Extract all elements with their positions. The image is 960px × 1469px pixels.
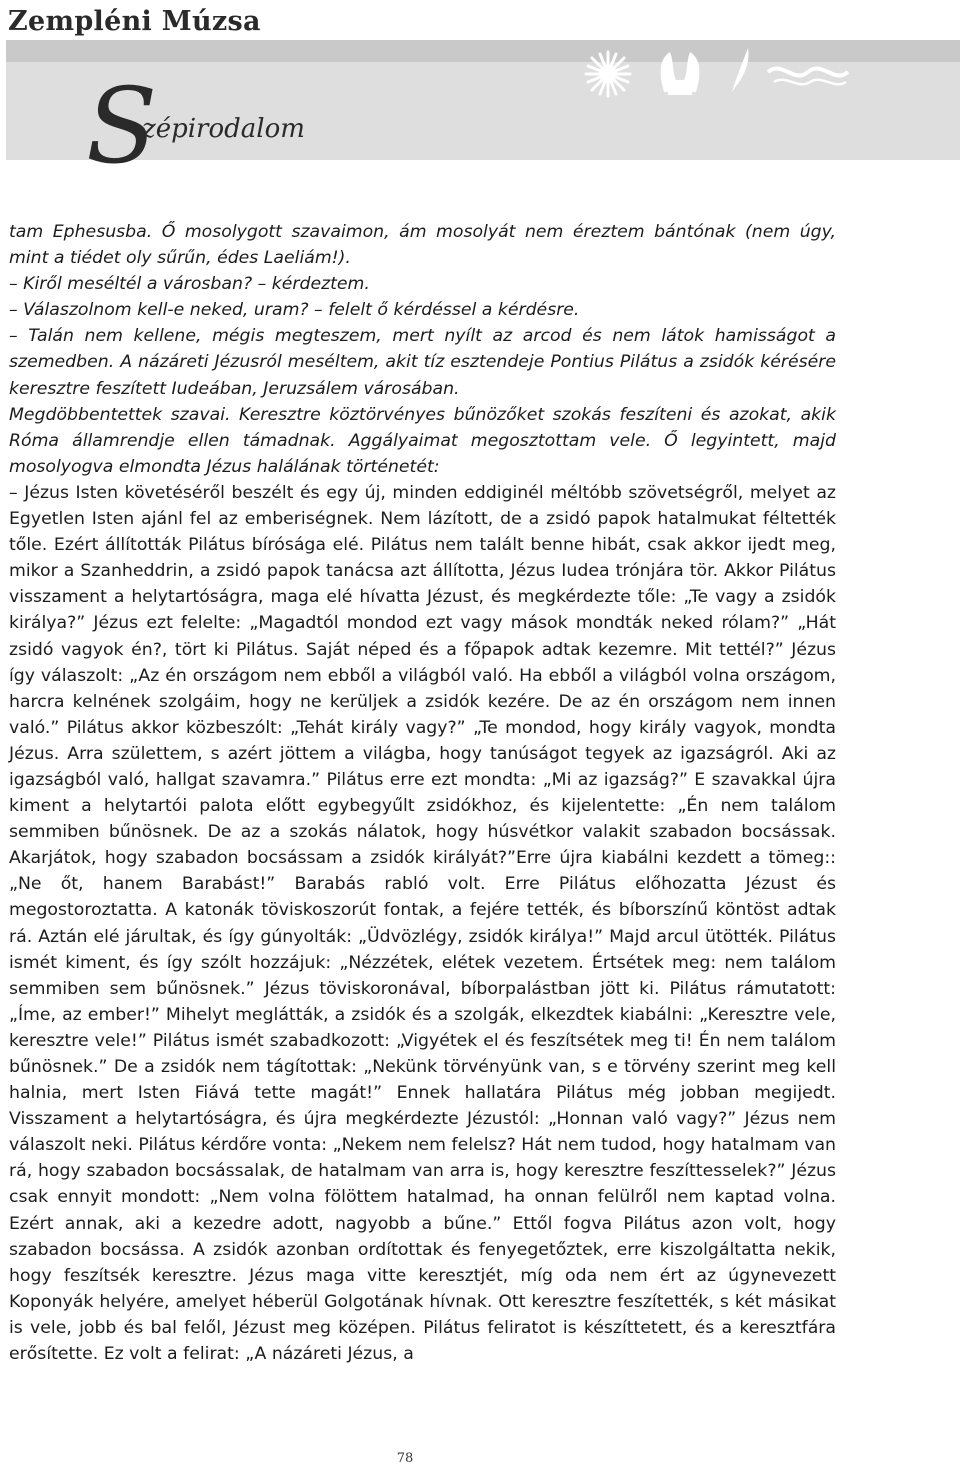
text-segment: – Talán nem kellene, mégis megteszem, mert nyílt az arcod és nem látok hamisságot a szemedben. A názáreti Jézusról meséltem, akit tíz esztendeje Pontius Pilátus a zsidók kérésére keresztre feszített Iudeában, Jeruzsálem városában. xyxy=(9,326,836,399)
paragraph xyxy=(9,297,836,323)
sunburst-icon xyxy=(586,52,630,96)
paragraph xyxy=(9,219,836,271)
text-segment: Megdöbbentettek szavai. Keresztre köztörvényes bűnözőket szokás feszíteni és azokat, akik Róma államrendje ellen támadnak. Aggályaimat megosztottam vele. Ő legyintett, majd mosolyogva elmondta Jézus halálának történetét: xyxy=(9,404,836,477)
quill-icon xyxy=(732,48,749,92)
wave-flourish-icon xyxy=(768,69,848,85)
magazine-title: Zempléni Múzsa xyxy=(8,6,261,37)
decorative-ornaments xyxy=(568,40,948,100)
paragraph xyxy=(9,323,836,401)
text-segment: – Válaszolnom kell-e neked, uram? – felelt ő kérdéssel a kérdésre. xyxy=(9,300,580,321)
paragraph xyxy=(9,271,836,297)
text-segment: tam Ephesusba. Ő mosolygott szavaimon, ám mosolyát nem éreztem bántónak (nem úgy, mint a tiédet oly sűrűn, édes Laeliám!). xyxy=(9,222,836,269)
section-initial: S xyxy=(86,65,158,187)
masthead xyxy=(0,0,960,40)
text-segment: – Jézus Isten követéséről beszélt és egy új, minden eddiginél méltóbb szövetségről, melyet az Egyetlen Isten ajánl fel az emberiségnek. Nem lázított, de a zsidó papok hatalmukat féltették tőle. Ezért állították Pilátus bírósága elé. Pilátus nem talált benne hibát, csak akkor ijedt meg, mikor a Szanheddrin, a zsidó papok tanácsa azt állította, Jézus Iudea trónjára tör. Akkor Pilátus visszament a helytartóságra, maga elé hívatta Jézust, és megkérdezte tőle: „Te vagy a zsidók királya?” Jézus ezt felelte: „Magadtól mondod ezt vagy mások mondták neked rólam?” „Hát zsidó vagyok én?, tört ki Pilátus. Saját néped és a főpapok adtak kezemre. Mit tettél?” Jézus így válaszolt: „Az én országom nem ebből a világból való. Ha ebből a világból volna országom, harcra kelnének szolgáim, hogy ne kerüljek a zsidók kezére. De az én országom nem innen való.” Pilátus akkor közbeszólt: „Tehát király vagy?” „Te mondod, hogy király vagyok, mondta Jézus. Arra születtem, s azért jöttem a világba, hogy tanúságot tegyek az igazságról. Aki az igazságból való, hallgat szavamra.” Pilátus erre ezt mondta: „Mi az igazság?” E szavakkal újra kiment a helytartói palota előtt egybegyűlt zsidókhoz, és kijelentette: „Én nem találom semmiben bűnösnek. De az a szokás nálatok, hogy húsvétkor valakit szabadon bocsássak. Akarjátok, hogy szabadon bocsássam a zsidók királyát?”Erre újra kiabálni kezdett a tömeg:: „Ne őt, hanem Barabást!” Barabás rabló volt. Erre Pilátus előhozatta Jézust és megostoroztatta. A katonák töviskoszorút fontak, a fejére tették, és bíborszínű köntöst adtak rá. Aztán elé járultak, és így gúnyolták: „Üdvözlégy, zsidók királya!” Majd arcul ütötték. Pilátus ismét kiment, és így szólt hozzájuk: „Nézzétek, elétek vezetem. Értsétek meg: nem találom semmiben sem bűnösnek.” Jézus töviskoronával, bíborpalástban jött ki. Pilátus rámutatott: „Íme, az ember!” Mihelyt meglátták, a zsidók és a szolgák, elkezdtek kiabálni: „Keresztre vele, keresztre vele!” Pilátus ismét szabadkozott: „Vigyétek el és feszítsétek meg ti! Én nem találom bűnösnek.” De a zsidók nem tágítottak: „Nekünk törvényünk van, s e törvény szerint meg kell halnia, mert Isten Fiává tette magát!” Ennek hallatára Pilátus még jobban megijedt. Visszament a helytartóságra, és újra megkérdezte Jézustól: „Honnan való vagy?” Jézus nem válaszolt neki. Pilátus kérdőre vonta: „Nekem nem felelsz? Hát nem tudod, hogy hatalmam van rá, hogy szabadon bocsássalak, de hatalmam van arra is, hogy keresztre feszíttesselek?” Jézus csak ennyit mondott: „Nem volna fölöttem hatalmad, ha onnan felülről nem kaptad volna. Ezért annak, aki a kezedre adott, nagyobb a bűne.” Ettől fogva Pilátus azon volt, hogy szabadon bocsássa. A zsidók azonban ordítottak és fenyegetőztek, erre kiszolgáltatta nekik, hogy feszítsék keresztre. Jézus maga vitte keresztjét, míg oda nem ért az úgynevezett Koponyák helyére, amelyet héberül Golgotának hívnak. Ott keresztre feszítették, s két másikat is vele, jobb és bal felől, Jézust meg középen. Pilátus feliratot is készíttetett, és a keresztfára erősítette. Ez volt a felirat: „A názáreti Jézus, a xyxy=(9,482,836,1365)
article-body xyxy=(9,219,836,1367)
text-segment: – Kiről meséltél a városban? – kérdeztem. xyxy=(9,274,370,295)
section-title: zépirodalom xyxy=(142,114,305,144)
lyre-icon xyxy=(661,52,700,95)
paragraph xyxy=(9,480,836,1367)
page-number: 78 xyxy=(396,1451,414,1466)
paragraph xyxy=(9,402,836,480)
